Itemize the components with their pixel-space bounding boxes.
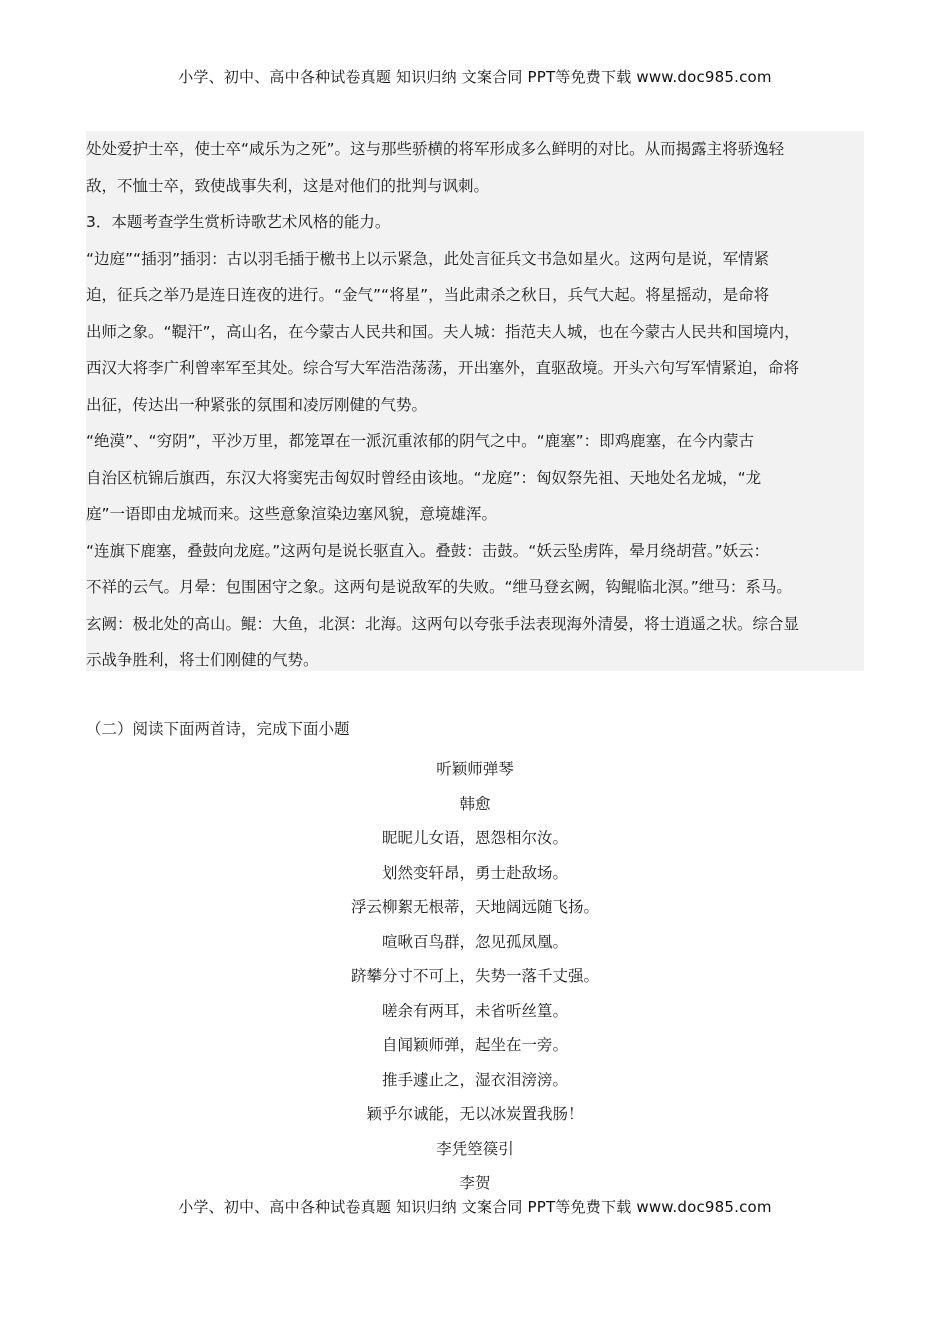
answer-line: 自治区杭锦后旗西，东汉大将窦宪击匈奴时曾经由该地。“龙庭”：匈奴祭先祖、天地处名龙城，“龙: [86, 468, 762, 487]
poem-block: [0, 752, 950, 1201]
page-header: 小学、初中、高中各种试卷真题 知识归纳 文案合同 PPT等免费下载 www.doc985.com: [178, 68, 772, 86]
answer-line: 处处爱护士卒，使士卒“咸乐为之死”。这与那些骄横的将军形成多么鲜明的对比。从而揭露主将骄逸轻: [86, 140, 785, 158]
section-title: （二）阅读下面两首诗，完成下面小题: [86, 720, 350, 738]
answer-line: 庭”一语即由龙城而来。这些意象渲染边塞风貌，意境雄浑。: [86, 505, 498, 523]
poem-author: 韩愈: [459, 794, 491, 813]
poem-verse: 划然变轩昂，勇士赴敌场。: [381, 863, 568, 882]
poem-verse: 自闻颖师弹，起坐在一旁。: [381, 1036, 568, 1054]
answer-explanation-block: [86, 131, 864, 671]
poem-verse: 喧啾百鸟群，忽见孤凤凰。: [381, 932, 568, 951]
answer-line: 出征，传达出一种紧张的氛围和凌厉刚健的气势。: [86, 395, 428, 414]
poem-verse: 浮云柳絮无根蒂，天地阔远随飞扬。: [350, 898, 599, 916]
poem-verse: 颖乎尔诚能，无以冰炭置我肠！: [366, 1105, 584, 1123]
answer-line: 不祥的云气。月晕：包围困守之象。这两句是说敌军的失败。“绁马登玄阙，钩鲲临北溟。”绁马：系马。: [86, 578, 792, 596]
poem-verse: 昵昵儿女语，恩怨相尔汝。: [381, 829, 568, 847]
answer-line: “边庭”“插羽”插羽：古以羽毛插于檄书上以示紧急，此处言征兵文书急如星火。这两句是说，军情紧: [86, 249, 770, 268]
poem-verse: 推手遽止之，湿衣泪滂滂。: [381, 1070, 568, 1089]
second-poem-title: 李凭箜篌引: [436, 1139, 514, 1158]
poem-title: 听颖师弹琴: [436, 760, 514, 778]
second-poem-author: 李贺: [459, 1174, 491, 1192]
answer-line: 出师之象。“鞮汗”，高山名，在今蒙古人民共和国。夫人城：指范夫人城，也在今蒙古人民共和国境内，: [86, 322, 800, 341]
answer-line: 玄阙：极北处的高山。鲲：大鱼，北溟：北海。这两句以夸张手法表现海外清晏，将士逍遥之状。综合显: [86, 614, 800, 633]
answer-line: 迫，征兵之举乃是连日连夜的进行。“金气”“将星”，当此肃杀之秋日，兵气大起。将星摇动，是命将: [86, 286, 770, 304]
page-footer: 小学、初中、高中各种试卷真题 知识归纳 文案合同 PPT等免费下载 www.doc985.com: [178, 1198, 772, 1216]
answer-line: “连旗下鹿塞，叠鼓向龙庭。”这两句是说长驱直入。叠鼓：击鼓。“妖云坠虏阵，晕月绕胡营。”妖云：: [86, 541, 770, 560]
answer-line: “绝漠”、“穷阴”，平沙万里，都笼罩在一派沉重浓郁的阴气之中。“鹿塞”：即鸡鹿塞，在今内蒙古: [86, 432, 755, 450]
answer-line: 西汉大将李广利曾率军至其处。综合写大军浩浩荡荡，开出塞外，直驱敌境。开头六句写军情紧迫，命将: [86, 359, 800, 377]
answer-line: 3．本题考查学生赏析诗歌艺术风格的能力。: [86, 213, 391, 231]
answer-line: 敌，不恤士卒，致使战事失利，这是对他们的批判与讽刺。: [86, 176, 490, 195]
poem-verse: 跻攀分寸不可上，失势一落千丈强。: [350, 967, 599, 985]
answer-line: 示战争胜利，将士们刚健的气势。: [86, 651, 319, 669]
poem-verse: 嗟余有两耳，未省听丝篁。: [381, 1001, 568, 1020]
